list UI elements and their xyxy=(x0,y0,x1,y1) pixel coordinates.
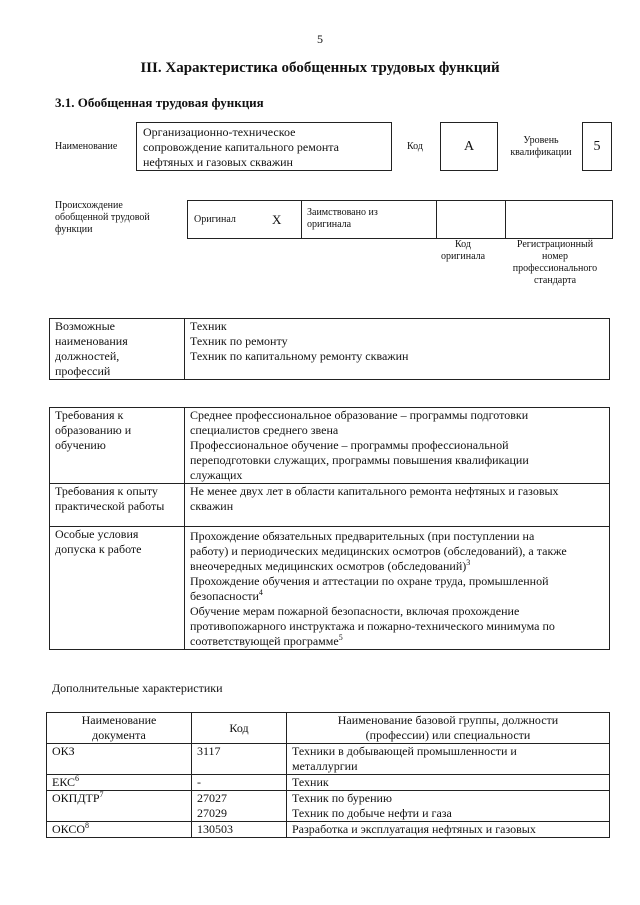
caption-line: Регистрационный xyxy=(516,239,594,250)
function-name-box xyxy=(136,122,392,171)
function-name-line: Организационно-техническое xyxy=(143,125,296,139)
value-line: Не менее двух лет в области капитального ремонта нефтяных и газовых xyxy=(190,484,559,498)
code-cell: 27027 27029 xyxy=(192,791,287,822)
positions-list xyxy=(185,319,610,380)
level-label xyxy=(504,135,578,159)
header-name xyxy=(287,713,610,744)
label-line: Особые условия xyxy=(55,527,139,541)
caption-line: профессионального xyxy=(512,263,598,274)
header-line: Наименование xyxy=(81,713,157,727)
label-line: должностей, xyxy=(55,349,120,363)
registration-number-caption xyxy=(498,239,612,287)
condition-line: работу) и периодических медицинских осмотров (обследований), а также xyxy=(190,544,567,558)
origin-label-line: обобщенной трудовой xyxy=(55,212,150,223)
name-cell: Техники в добывающей промышленности и металлургии xyxy=(287,744,610,775)
label-line: Требования к опыту xyxy=(55,484,158,498)
borrowed-label-line: оригинала xyxy=(307,219,352,230)
condition-line: соответствующей программе$^5$ xyxy=(190,633,343,648)
requirements-table xyxy=(49,407,610,650)
level-label-line: квалификации xyxy=(510,147,572,158)
caption-line: стандарта xyxy=(533,275,577,286)
registration-number-cell xyxy=(506,201,613,239)
position-item: Техник xyxy=(190,319,227,333)
page-number: 5 xyxy=(317,32,323,46)
origin-label xyxy=(55,200,150,236)
table-row xyxy=(47,744,610,775)
position-item: Техник по ремонту xyxy=(190,334,288,348)
special-conditions-value xyxy=(185,527,610,650)
borrowed-label-line: Заимствовано из xyxy=(307,207,378,218)
origin-label-line: Происхождение xyxy=(55,200,123,211)
name-cell: Техник xyxy=(287,775,610,791)
code-cell: 130503 xyxy=(192,822,287,838)
origin-label-line: функции xyxy=(55,224,93,235)
condition-line: противопожарного инструктажа и пожарно-технического минимума по xyxy=(190,619,555,633)
code-value: А xyxy=(440,122,498,171)
caption-line: оригинала xyxy=(440,251,486,262)
education-value xyxy=(185,408,610,484)
function-subtitle: 3.1. Обобщенная трудовая функция xyxy=(55,95,264,110)
header-line: Наименование базовой группы, должности xyxy=(337,713,559,727)
label-line: профессий xyxy=(55,364,111,378)
label-line: наименования xyxy=(55,334,128,348)
condition-line: Обучение мерам пожарной безопасности, включая прохождение xyxy=(190,604,520,618)
value-line: переподготовки служащих, программы повышения квалификации xyxy=(190,453,529,467)
education-label xyxy=(50,408,185,484)
original-label: Оригинал xyxy=(188,201,268,239)
value-line: скважин xyxy=(190,499,234,513)
condition-line: внеочередных медицинских осмотров (обследований)$^3$ xyxy=(190,558,471,573)
doc-cell: ЕКС$^6$ xyxy=(47,775,192,791)
header-document xyxy=(47,713,192,744)
header-code: Код xyxy=(192,713,287,744)
origin-table xyxy=(187,200,613,239)
function-name-line: нефтяных и газовых скважин xyxy=(143,155,293,169)
name-cell: Разработка и эксплуатация нефтяных и газовых xyxy=(287,822,610,838)
position-item: Техник по капитальному ремонту скважин xyxy=(190,349,409,363)
doc-cell: ОКСО$^8$ xyxy=(47,822,192,838)
section-title: III. Характеристика обобщенных трудовых функций xyxy=(140,60,500,76)
experience-label xyxy=(50,484,185,527)
code-label: Код xyxy=(407,141,423,152)
level-label-line: Уровень xyxy=(523,135,559,146)
label-line: допуска к работе xyxy=(55,542,142,556)
value-line: служащих xyxy=(190,468,243,482)
doc-cell: ОКПДТР$^7$ xyxy=(47,791,192,822)
label-line: Требования к xyxy=(55,408,124,422)
label-line: обучению xyxy=(55,438,106,452)
level-value: 5 xyxy=(582,122,612,171)
name-label: Наименование xyxy=(55,141,118,152)
doc-cell: ОКЗ xyxy=(47,744,192,775)
header-line: (профессии) или специальности xyxy=(365,728,531,742)
value-line: Профессиональное обучение – программы профессиональной xyxy=(190,438,509,452)
table-row xyxy=(47,775,610,791)
original-mark: X xyxy=(267,201,302,239)
borrowed-label xyxy=(302,201,437,239)
special-conditions-label xyxy=(50,527,185,650)
positions-table xyxy=(49,318,610,380)
original-code-caption xyxy=(430,239,496,263)
caption-line: Код xyxy=(455,239,471,250)
function-name-line: сопровождение капитального ремонта xyxy=(143,140,339,154)
code-cell: - xyxy=(192,775,287,791)
label-line: образованию и xyxy=(55,423,132,437)
positions-label xyxy=(50,319,185,380)
value-line: специалистов среднего звена xyxy=(190,423,339,437)
value-line: Среднее профессиональное образование – программы подготовки xyxy=(190,408,529,422)
table-row xyxy=(47,791,610,822)
additional-table xyxy=(46,712,610,838)
original-code-cell xyxy=(437,201,506,239)
code-cell: 3117 xyxy=(192,744,287,775)
condition-line: безопасности$^4$ xyxy=(190,588,263,603)
experience-value xyxy=(185,484,610,527)
header-line: документа xyxy=(92,728,146,742)
name-cell: Техник по бурению Техник по добыче нефти и газа xyxy=(287,791,610,822)
additional-characteristics-title: Дополнительные характеристики xyxy=(52,681,223,695)
condition-line: Прохождение обучения и аттестации по охране труда, промышленной xyxy=(190,574,549,588)
condition-line: Прохождение обязательных предварительных (при поступлении на xyxy=(190,529,535,543)
label-line: Возможные xyxy=(55,319,115,333)
caption-line: номер xyxy=(542,251,568,262)
table-row xyxy=(47,822,610,838)
label-line: практической работы xyxy=(55,499,165,513)
